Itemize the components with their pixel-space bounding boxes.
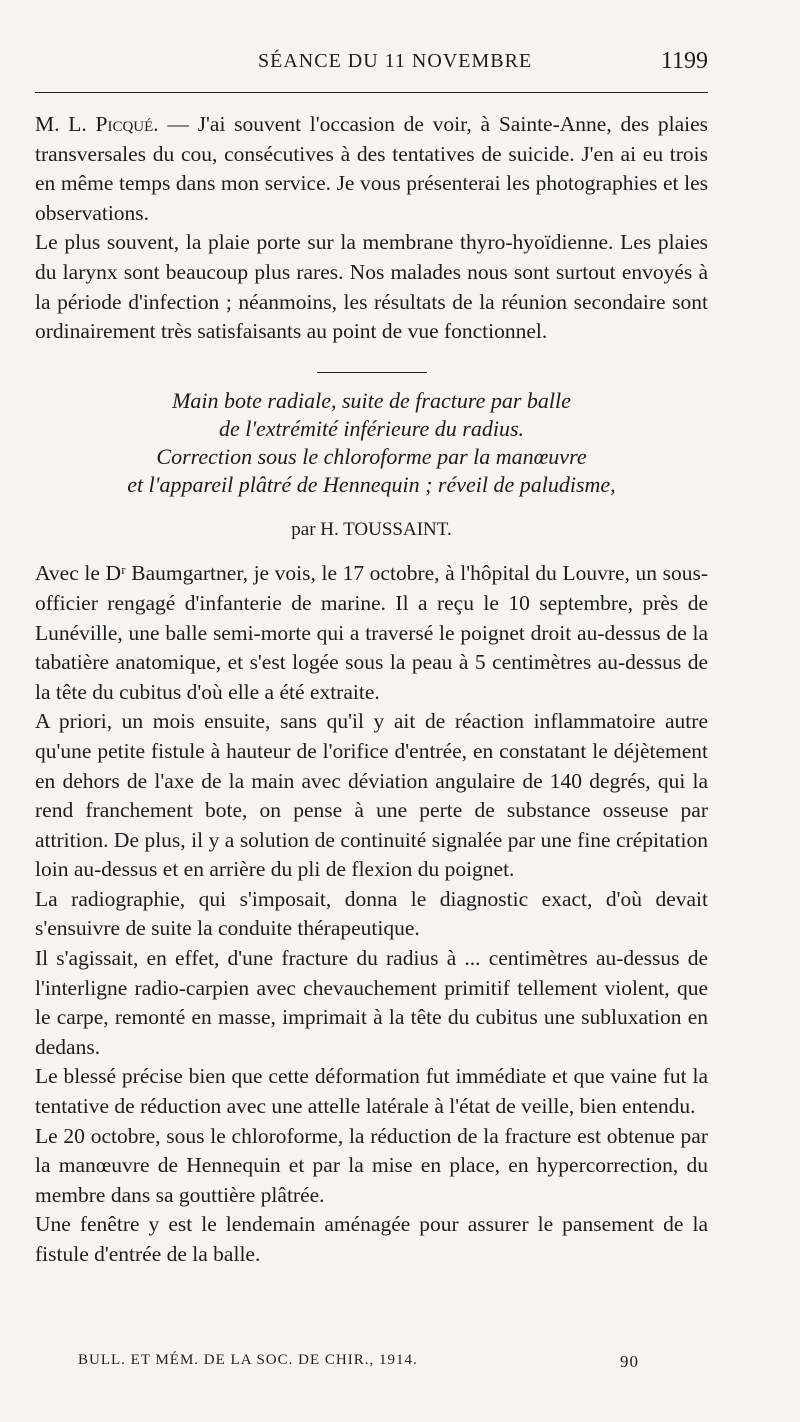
article-title-line: Main bote radiale, suite de fracture par balle: [172, 387, 571, 413]
article-title: [35, 387, 708, 499]
article-paragraph: Le blessé précise bien que cette déformation fut immédiate et que vaine fut la tentative de réduction avec une attelle latérale à l'état de veille, bien entendu.: [35, 1064, 708, 1119]
picque-paragraph-2: Le plus souvent, la plaie porte sur la membrane thyro-hyoïdienne. Les plaies du larynx sont beaucoup plus rares. Nos malades nous sont surtout envoyés à la période d'infection ; néanmoins, les résultats de la réunion secondaire sont ordinairement très satisfaisants au point de vue fonctionnel.: [35, 230, 708, 344]
picque-paragraph-1: [35, 110, 708, 228]
running-header: [0, 50, 800, 80]
picque-text-1: — J'ai souvent l'occasion de voir, à Sainte-Anne, des plaies transversales du cou, consécutives à des tentatives de suicide. J'en ai eu trois en même temps dans mon service. Je vous présenterai les photographies et les observations.: [35, 112, 708, 225]
article-paragraph: Avec le Dʳ Baumgartner, je vois, le 17 octobre, à l'hôpital du Louvre, un sous-officier rengagé d'infanterie de marine. Il a reçu le 10 septembre, près de Lunéville, une balle semi-morte qui a traversé le poignet droit au-dessus de la tabatière anatomique, et s'est logée sous la peau à 5 centimètres au-dessus de la tête du cubitus d'où elle a été extraite.: [35, 561, 708, 704]
article-paragraph: La radiographie, qui s'imposait, donna le diagnostic exact, d'où devait s'ensuivre de suite la conduite thérapeutique.: [35, 886, 708, 941]
article-paragraph: Une fenêtre y est le lendemain aménagée pour assurer le pansement de la fistule d'entrée de la balle.: [35, 1212, 708, 1266]
article-paragraph: A priori, un mois ensuite, sans qu'il y ait de réaction inflammatoire autre qu'une petite fistule à hauteur de l'orifice d'entrée, en constatant le déjètement en dehors de l'axe de la main avec déviation angulaire de 140 degrés, qui la rend franchement bote, on pense à une perte de substance osseuse par attrition. De plus, il y a solution de continuité signalée par une fine crépitation loin au-dessus et en arrière du pli de flexion du poignet.: [35, 709, 708, 882]
article-title-line: de l'extrémité inférieure du radius.: [218, 415, 525, 441]
section-separator: [317, 372, 427, 373]
speaker-name: M. L. Picqué.: [35, 112, 159, 136]
article-paragraph: Il s'agissait, en effet, d'une fracture du radius à ... centimètres au-dessus de l'interligne radio-carpien avec chevauchement primitif tellement violent, que le carpe, remonté en masse, imprimait à la tête du cubitus une subluxation en dedans.: [35, 946, 708, 1059]
footer-sheet-number: 90: [620, 1352, 639, 1371]
article-paragraph: Le 20 octobre, sous le chloroforme, la réduction de la fracture est obtenue par la manœuvre de Hennequin et par la mise en place, en hypercorrection, du membre dans sa gouttière plâtrée.: [35, 1123, 708, 1207]
article-byline: par H. TOUSSAINT.: [291, 518, 452, 540]
header-title: SÉANCE DU 11 NOVEMBRE: [258, 50, 533, 72]
footer-journal: BULL. ET MÉM. DE LA SOC. DE CHIR., 1914.: [78, 1352, 418, 1368]
article-title-line: et l'appareil plâtré de Hennequin ; réveil de paludisme,: [127, 471, 616, 497]
article-title-line: Correction sous le chloroforme par la manœuvre: [156, 443, 587, 469]
page-number: 1199: [660, 48, 708, 74]
header-rule: [35, 92, 708, 93]
body-text: [35, 110, 708, 1270]
